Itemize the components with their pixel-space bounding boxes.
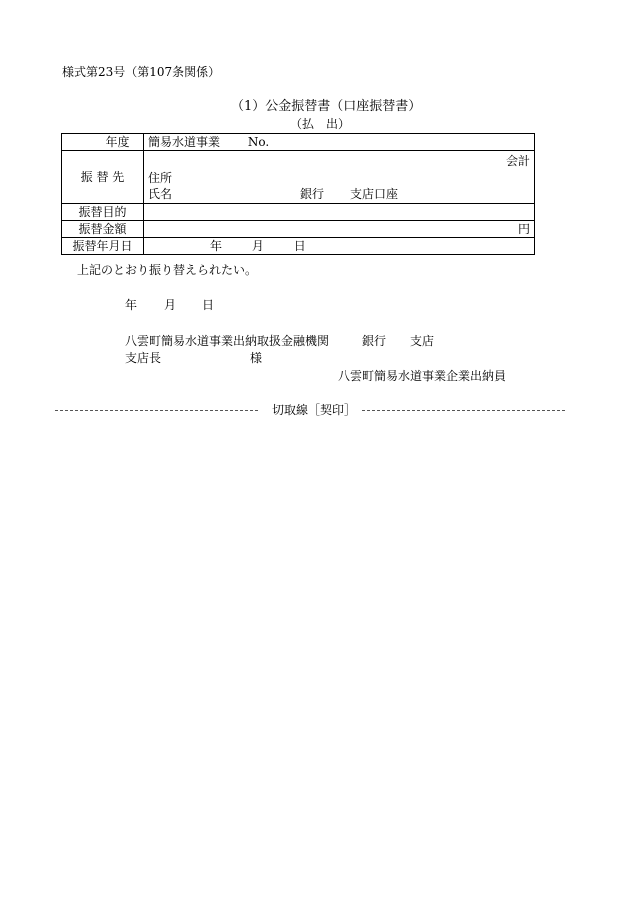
institution-name: 八雲町簡易水道事業出納取扱金融機関: [125, 334, 330, 348]
row-year: [62, 134, 535, 151]
purpose-value-cell: [144, 204, 535, 221]
amount-label: 振替金額: [62, 221, 144, 238]
honorific-label: 様: [250, 351, 263, 365]
form-number: 様式第23号（第107条関係）: [62, 65, 221, 79]
row-transferee: [62, 151, 535, 204]
account-label: 会計: [505, 154, 530, 168]
amount-value-cell: [144, 221, 535, 238]
yen-label: 円: [517, 222, 530, 236]
name-label: 氏名: [148, 187, 173, 201]
no-label: No.: [247, 135, 270, 149]
project-name: 簡易水道事業: [148, 135, 221, 149]
document-subtitle: （払 出）: [290, 117, 351, 131]
bank-label: 銀行: [300, 187, 325, 201]
transferee-label: 振 替 先: [62, 151, 144, 204]
row-amount: [62, 221, 535, 238]
cut-line-left: [55, 410, 258, 411]
sign-date-year: 年: [125, 298, 138, 312]
document-title: （1）公金振替書（口座振替書）: [231, 99, 422, 114]
cut-line-right: [362, 410, 565, 411]
date-month-label: 月: [251, 239, 264, 253]
row-purpose: [62, 204, 535, 221]
branch-manager-label: 支店長: [125, 351, 162, 365]
date-label: 振替年月日: [62, 238, 144, 255]
row-date: [62, 238, 535, 255]
purpose-label: 振替目的: [62, 204, 144, 221]
sign-date-day: 日: [202, 298, 215, 312]
issuer-name: 八雲町簡易水道事業企業出納員: [338, 369, 507, 383]
year-value-cell: [144, 134, 535, 151]
addressee-branch-label: 支店: [410, 334, 435, 348]
date-day-label: 日: [293, 239, 306, 253]
addressee-bank-label: 銀行: [362, 334, 387, 348]
transfer-form-table: [61, 133, 535, 255]
address-label: 住所: [148, 171, 173, 185]
cut-line-label: 切取線［契印］: [272, 403, 357, 417]
sign-date-month: 月: [164, 298, 177, 312]
year-label: [62, 134, 144, 151]
year-label-text: 年度: [105, 135, 130, 149]
date-value-cell: [144, 238, 535, 255]
date-year-label: 年: [210, 239, 223, 253]
statement-text: 上記のとおり振り替えられたい。: [77, 263, 258, 277]
branch-account-label: 支店口座: [350, 187, 399, 201]
transferee-value-cell: [144, 151, 535, 204]
